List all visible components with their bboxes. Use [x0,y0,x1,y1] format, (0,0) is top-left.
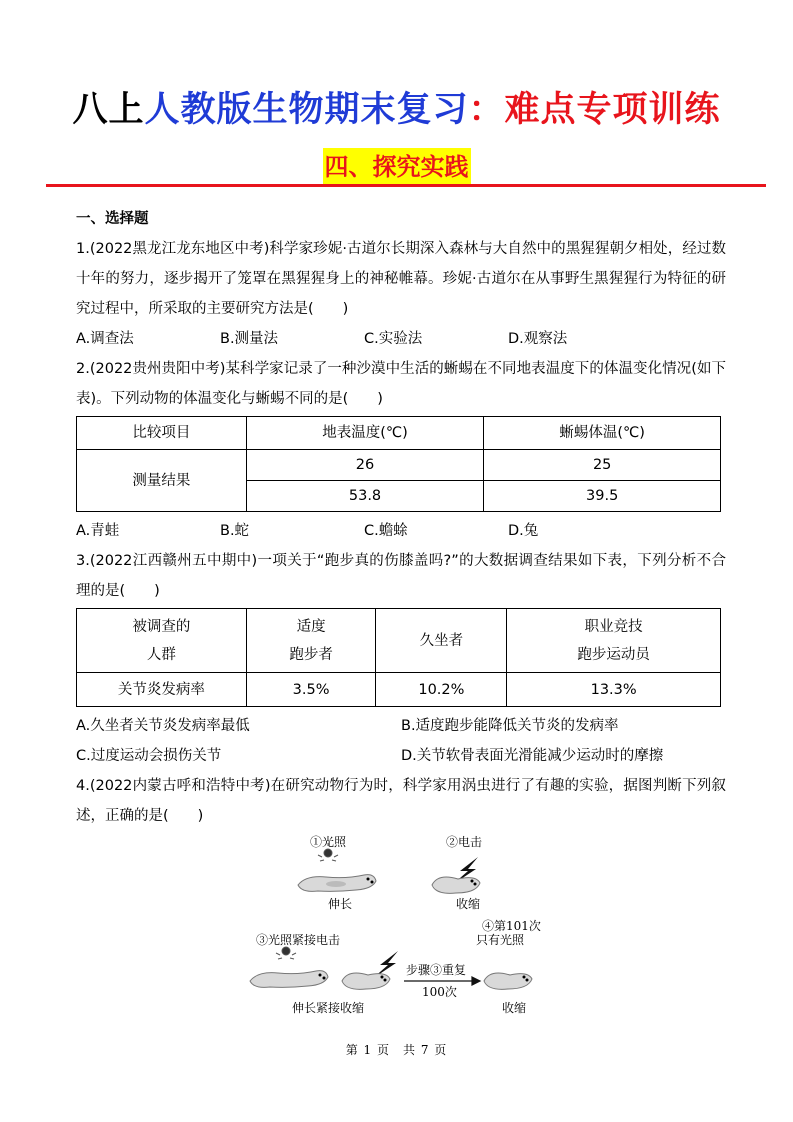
page-footer: 第 1 页 共 7 页 [345,1043,448,1057]
subtitle-wrap [0,148,793,186]
figure-arrow-label: 100次 [422,985,457,999]
figure-caption: 收缩 [456,897,481,911]
planarian-contracted-icon [432,877,480,893]
q1-option-d[interactable]: D.观察法 [508,331,568,347]
figure-arrow-label: 步骤③重复 [406,963,467,977]
q1-option-a[interactable]: A.调查法 [76,331,134,347]
page-title [0,82,793,132]
q1-option-c[interactable]: C.实验法 [364,331,423,347]
table-cell: 13.3% [507,673,721,707]
planarian-extended-icon [298,875,376,892]
planarian-contracted-icon [484,973,532,989]
planarian-experiment-figure [246,835,546,1025]
title-part-grade: 八上 [72,90,145,130]
table-cell: 3.5% [246,673,376,707]
title-part-topic: ：难点专项训练 [468,90,721,130]
question-3-text: 3.(2022江西赣州五中期中)一项关于“跑步真的伤膝盖吗?”的大数据调查结果如下表，下列分析不合理的是( ) [76,553,726,599]
header-line: 跑步者 [289,646,333,663]
q2-option-b[interactable]: B.蛇 [220,523,250,539]
question-1-options [76,324,726,354]
question-4-text: 4.(2022内蒙古呼和浩特中考)在研究动物行为时，科学家用涡虫进行了有趣的实验，据图判断下列叙述，正确的是( ) [76,778,726,824]
q2-option-d[interactable]: D.兔 [508,523,539,539]
question-2-options [76,516,726,546]
figure-label: ④第101次 [482,919,541,933]
lizard-temperature-table [76,416,721,512]
table-header-cell [246,609,376,673]
figure-label: 只有光照 [476,933,525,947]
question-3 [76,546,726,771]
figure-caption: 收缩 [502,1001,527,1015]
q1-option-b[interactable]: B.测量法 [220,331,279,347]
question-1-text: 1.(2022黑龙江龙东地区中考)科学家珍妮·古道尔长期深入森林与大自然中的黑猩猩朝夕相处，经过数十年的努力，逐步揭开了笼罩在黑猩猩身上的神秘帷幕。珍妮·古道尔在从事野生黑猩猩行为特征的研究过程中，所采取的主要研究方法是( ) [76,241,726,317]
arthritis-survey-table [76,608,721,707]
arrow-right-icon [404,977,480,985]
light-icon [276,947,296,959]
title-part-subject: 人教版生物期末复习 [144,90,469,130]
table-cell: 39.5 [484,481,721,512]
table-header-cell: 地表温度(℃) [246,417,484,450]
table-header-cell [77,609,247,673]
header-line: 人群 [146,646,176,663]
header-line: 职业竞技 [584,618,643,635]
q2-option-a[interactable]: A.青蛙 [76,523,120,539]
planarian-contracted-icon [342,973,390,989]
q2-option-c[interactable]: C.蟾蜍 [364,523,408,539]
question-2-text: 2.(2022贵州贵阳中考)某科学家记录了一种沙漠中生活的蜥蜴在不同地表温度下的体温变化情况(如下表)。下列动物的体温变化与蜥蜴不同的是( ) [76,361,726,407]
figure-caption: 伸长 [328,897,353,911]
q3-option-b[interactable]: B.适度跑步能降低关节炎的发病率 [401,718,619,734]
section-heading: 一、选择题 [76,211,149,227]
table-header-cell [507,609,721,673]
q3-option-c[interactable]: C.过度运动会损伤关节 [76,748,222,764]
q3-option-a[interactable]: A.久坐者关节炎发病率最低 [76,718,250,734]
table-header-cell: 比较项目 [77,417,247,450]
question-3-options [76,711,726,771]
header-line: 被调查的 [132,618,191,635]
header-divider [46,184,766,187]
table-cell: 10.2% [376,673,507,707]
figure-label: ②电击 [446,835,483,849]
table-cell: 25 [484,450,721,481]
header-line: 跑步运动员 [577,646,650,663]
question-2 [76,354,726,546]
table-header-cell: 蜥蜴体温(℃) [484,417,721,450]
page-subtitle: 四、探究实践 [323,148,471,186]
table-row-label: 关节炎发病率 [77,673,247,707]
question-1 [76,234,726,354]
q3-option-d[interactable]: D.关节软骨表面光滑能减少运动时的摩擦 [401,748,664,764]
table-cell: 53.8 [246,481,484,512]
table-row-label: 测量结果 [77,450,247,512]
figure-caption: 伸长紧接收缩 [292,1001,365,1015]
document-body [76,204,726,1025]
table-header-cell: 久坐者 [376,609,507,673]
figure-label: ①光照 [310,835,347,849]
header-line: 适度 [296,618,326,635]
table-cell: 26 [246,450,484,481]
question-4 [76,771,726,1025]
figure-label: ③光照紧接电击 [256,933,341,947]
planarian-extended-icon [250,971,328,988]
